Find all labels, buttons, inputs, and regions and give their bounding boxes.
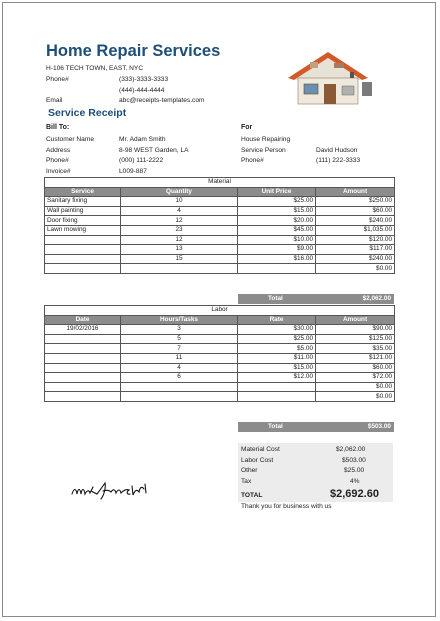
material-header-row <box>45 187 395 197</box>
table-row <box>45 382 395 392</box>
amount-cell: $0.00 <box>316 382 395 392</box>
quantity-cell: 15 <box>121 254 238 264</box>
hours-cell: 6 <box>121 373 238 383</box>
table-row <box>45 373 395 383</box>
amount-cell: $72.00 <box>316 373 395 383</box>
date-cell: 19/02/2016 <box>45 325 121 335</box>
service-cell <box>45 245 121 255</box>
table-row <box>45 363 395 373</box>
company-address: H-106 TECH TOWN, EAST. NYC <box>46 65 144 72</box>
table-row <box>45 392 395 402</box>
amount-cell: $240.00 <box>316 254 395 264</box>
amount-cell: $250.00 <box>316 197 395 207</box>
rate-cell: $12.00 <box>238 373 316 383</box>
column-header: Hours/Tasks <box>121 315 238 325</box>
hours-cell: 7 <box>121 344 238 354</box>
unit-price-cell <box>238 264 316 274</box>
invoice-label: Invoice# <box>46 168 71 175</box>
date-cell <box>45 334 121 344</box>
address-label: Address <box>46 147 71 154</box>
table-row <box>45 344 395 354</box>
column-header: Unit Price <box>238 187 316 197</box>
bill-to-heading: Bill To: <box>46 124 70 131</box>
material-table <box>44 177 395 274</box>
customer-label: Customer Name <box>46 136 95 143</box>
email-value: abc@receipts-templates.com <box>119 97 205 104</box>
labor-section-title: Labor <box>45 306 395 316</box>
quantity-cell: 23 <box>121 225 238 235</box>
material-total-label: Total <box>268 295 283 302</box>
ladder <box>362 82 372 96</box>
rate-cell <box>238 382 316 392</box>
unit-price-cell: $10.00 <box>238 235 316 245</box>
other-label: Other <box>241 467 258 474</box>
hammer <box>350 72 354 78</box>
column-header: Amount <box>316 315 395 325</box>
labor-total-value: $503.00 <box>367 423 391 430</box>
hours-cell: 3 <box>121 325 238 335</box>
rate-cell: $11.00 <box>238 353 316 363</box>
other-value: $25.00 <box>344 467 365 474</box>
labor-table <box>44 305 395 402</box>
invoice-value: L009-887 <box>119 168 147 175</box>
labor-total-bar <box>238 422 394 432</box>
amount-cell: $117.00 <box>316 245 395 255</box>
material-cost-value: $2,062.00 <box>336 446 366 453</box>
service-person-value: David Hudson <box>316 147 358 154</box>
table-row <box>45 225 395 235</box>
table-row <box>45 235 395 245</box>
phone-label: Phone# <box>46 76 69 83</box>
hours-cell: 5 <box>121 334 238 344</box>
amount-cell: $90.00 <box>316 325 395 335</box>
for-phone-label: Phone# <box>241 157 264 164</box>
for-phone-value: (111) 222-3333 <box>316 157 361 164</box>
house-door <box>324 84 336 104</box>
for-heading: For <box>241 124 253 131</box>
material-section-title: Material <box>45 178 395 188</box>
amount-cell: $35.00 <box>316 344 395 354</box>
amount-cell: $60.00 <box>316 363 395 373</box>
column-header: Amount <box>316 187 395 197</box>
column-header: Rate <box>238 315 316 325</box>
quantity-cell: 13 <box>121 245 238 255</box>
service-cell: Wall painting <box>45 206 121 216</box>
roof-tools <box>310 62 318 68</box>
material-cost-label: Material Cost <box>241 446 280 453</box>
table-row <box>45 197 395 207</box>
table-row <box>45 216 395 226</box>
unit-price-cell: $16.00 <box>238 254 316 264</box>
table-row <box>45 334 395 344</box>
company-name: Home Repair Services <box>46 42 221 60</box>
column-header: Quantity <box>121 187 238 197</box>
amount-cell: $125.00 <box>316 334 395 344</box>
date-cell <box>45 373 121 383</box>
service-person-label: Service Person <box>241 147 286 154</box>
receipt-title: Service Receipt <box>48 107 127 119</box>
rate-cell: $15.00 <box>238 363 316 373</box>
service-cell <box>45 264 121 274</box>
grand-total-label: TOTAL <box>241 492 263 499</box>
signature-stroke <box>72 483 146 499</box>
column-header: Date <box>45 315 121 325</box>
material-total-bar <box>238 294 394 304</box>
toolbox <box>342 86 354 95</box>
roof-tools <box>334 63 344 68</box>
customer-value: Mr. Adam Smith <box>119 136 166 143</box>
hours-cell: 11 <box>121 353 238 363</box>
date-cell <box>45 392 121 402</box>
amount-cell: $120.00 <box>316 235 395 245</box>
unit-price-cell: $25.00 <box>238 197 316 207</box>
service-cell: Door fixing <box>45 216 121 226</box>
quantity-cell <box>121 264 238 274</box>
date-cell <box>45 382 121 392</box>
rate-cell: $25.00 <box>238 334 316 344</box>
table-row <box>45 254 395 264</box>
service-cell <box>45 235 121 245</box>
unit-price-cell: $9.00 <box>238 245 316 255</box>
grand-total-value: $2,692.60 <box>330 488 379 500</box>
email-label: Email <box>46 97 63 104</box>
table-row <box>45 353 395 363</box>
hours-cell <box>121 392 238 402</box>
tax-label: Tax <box>241 478 252 485</box>
amount-cell: $1,035.00 <box>316 225 395 235</box>
quantity-cell: 12 <box>121 235 238 245</box>
bill-phone-value: (000) 111-2222 <box>119 157 164 164</box>
quantity-cell: 10 <box>121 197 238 207</box>
date-cell <box>45 353 121 363</box>
rate-cell: $5.00 <box>238 344 316 354</box>
rate-cell: $30.00 <box>238 325 316 335</box>
service-cell <box>45 254 121 264</box>
material-total-value: $2,062.00 <box>362 295 391 302</box>
address-value: 8-98 WEST Garden, LA <box>119 147 189 154</box>
column-header: Service <box>45 187 121 197</box>
hours-cell <box>121 382 238 392</box>
table-row <box>45 206 395 216</box>
table-row <box>45 245 395 255</box>
labor-cost-label: Labor Cost <box>241 457 274 464</box>
amount-cell: $0.00 <box>316 264 395 274</box>
service-cell: Sanitary fixing <box>45 197 121 207</box>
amount-cell: $121.00 <box>316 353 395 363</box>
amount-cell: $60.00 <box>316 206 395 216</box>
phone-primary: (333)-3333-3333 <box>119 76 169 83</box>
amount-cell: $240.00 <box>316 216 395 226</box>
table-row <box>45 264 395 274</box>
thank-you-note: Thank you for business with us <box>241 503 332 510</box>
table-row <box>45 325 395 335</box>
amount-cell: $0.00 <box>316 392 395 402</box>
bill-phone-label: Phone# <box>46 157 69 164</box>
hours-cell: 4 <box>121 363 238 373</box>
house-logo <box>284 46 376 108</box>
house-window <box>304 84 318 94</box>
date-cell <box>45 344 121 354</box>
quantity-cell: 12 <box>121 216 238 226</box>
labor-header-row <box>45 315 395 325</box>
quantity-cell: 4 <box>121 206 238 216</box>
rate-cell <box>238 392 316 402</box>
phone-secondary: (444)-444-4444 <box>119 87 165 94</box>
tax-value: 4% <box>350 478 360 485</box>
date-cell <box>45 363 121 373</box>
unit-price-cell: $45.00 <box>238 225 316 235</box>
labor-total-label: Total <box>268 423 283 430</box>
signature <box>70 478 170 502</box>
service-cell: Lawn mowing <box>45 225 121 235</box>
unit-price-cell: $20.00 <box>238 216 316 226</box>
for-service: House Repairing <box>241 136 291 143</box>
unit-price-cell: $15.00 <box>238 206 316 216</box>
labor-cost-value: $503.00 <box>342 457 366 464</box>
